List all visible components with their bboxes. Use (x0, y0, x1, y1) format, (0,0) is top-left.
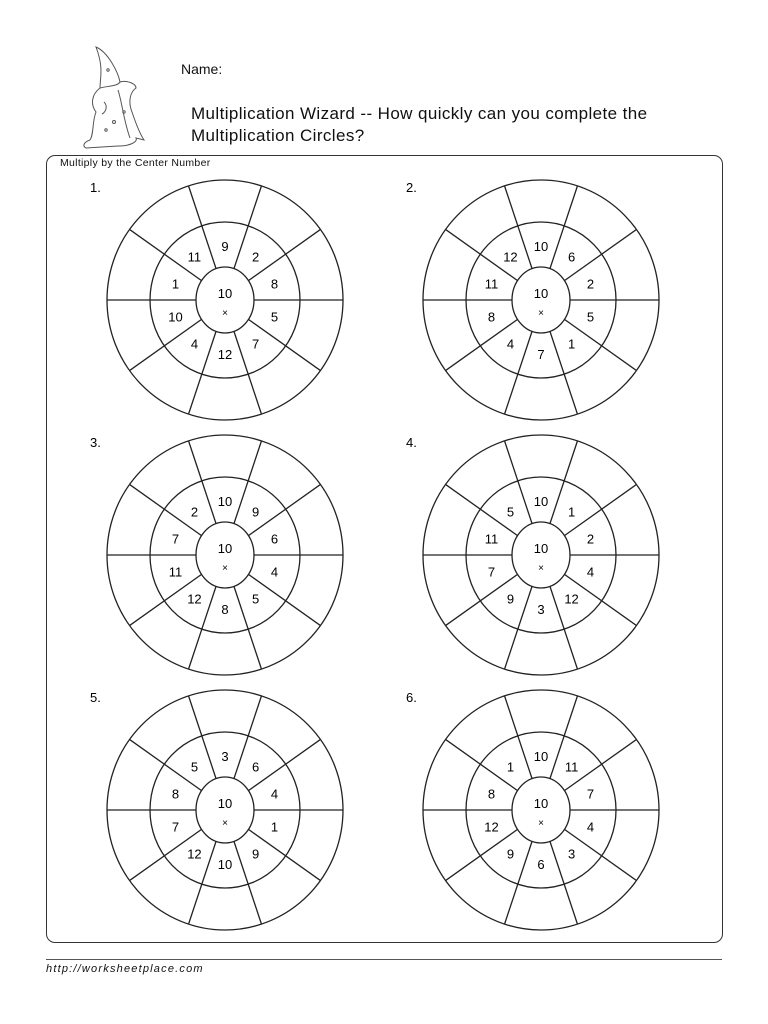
multiply-sign: × (222, 308, 228, 319)
ring-number: 4 (270, 564, 279, 580)
ring-number: 12 (187, 591, 202, 607)
ring-number: 1 (567, 336, 576, 352)
ring-number: 3 (221, 749, 229, 764)
ring-number: 6 (270, 531, 279, 547)
multiply-sign: × (538, 563, 544, 574)
problem-number: 3. (90, 435, 101, 450)
ring-number: 9 (506, 846, 515, 862)
ring-number: 12 (484, 819, 499, 835)
spoke (564, 829, 636, 880)
problem-number: 5. (90, 690, 101, 705)
ring-number: 7 (537, 347, 545, 362)
ring-number: 2 (190, 504, 199, 520)
ring-number: 4 (506, 336, 515, 352)
ring-number: 9 (506, 591, 515, 607)
multiply-sign: × (538, 818, 544, 829)
ring-number: 3 (567, 846, 576, 862)
spoke (564, 484, 636, 535)
ring-number: 5 (586, 309, 595, 325)
spoke (564, 229, 636, 280)
ring-number: 9 (251, 504, 260, 520)
spoke (564, 319, 636, 370)
ring-number: 6 (567, 249, 576, 265)
ring-number: 12 (217, 347, 233, 362)
ring-number: 2 (586, 531, 595, 547)
ring-number: 5 (251, 591, 260, 607)
ring-number: 10 (217, 494, 233, 509)
ring-number: 10 (533, 239, 549, 254)
multiply-sign: × (222, 818, 228, 829)
ring-number: 1 (171, 276, 180, 292)
problem-5 (90, 690, 343, 930)
ring-number: 5 (270, 309, 279, 325)
ring-number: 10 (533, 749, 549, 764)
ring-number: 4 (586, 819, 595, 835)
center-number: 10 (533, 796, 549, 811)
ring-number: 1 (506, 759, 515, 775)
ring-number: 7 (586, 786, 595, 802)
problem-number: 4. (406, 435, 417, 450)
ring-number: 11 (484, 531, 499, 547)
ring-number: 5 (190, 759, 199, 775)
multiply-sign: × (538, 308, 544, 319)
ring-number: 11 (484, 276, 499, 292)
problem-number: 6. (406, 690, 417, 705)
problem-2 (406, 180, 659, 420)
ring-number: 7 (171, 819, 180, 835)
ring-number: 2 (586, 276, 595, 292)
spoke (248, 484, 320, 535)
problem-number: 2. (406, 180, 417, 195)
spoke (248, 229, 320, 280)
problem-1 (90, 180, 343, 420)
ring-number: 11 (168, 564, 183, 580)
ring-number: 7 (487, 564, 496, 580)
ring-number: 1 (270, 819, 279, 835)
title-line-2: Multiplication Circles? (191, 126, 365, 145)
ring-number: 12 (187, 846, 202, 862)
ring-number: 8 (487, 786, 496, 802)
ring-number: 7 (251, 336, 260, 352)
ring-number: 4 (270, 786, 279, 802)
spoke (248, 829, 320, 880)
center-number: 10 (533, 541, 549, 556)
ring-number: 6 (537, 857, 545, 872)
ring-number: 12 (503, 249, 518, 265)
spoke (248, 739, 320, 790)
ring-number: 4 (190, 336, 199, 352)
title-line-1: Multiplication Wizard -- How quickly can you complete the (191, 104, 648, 123)
center-number: 10 (217, 286, 233, 301)
ring-number: 3 (537, 602, 545, 617)
problem-number: 1. (90, 180, 101, 195)
spoke (248, 574, 320, 625)
ring-number: 10 (217, 857, 233, 872)
problem-6 (406, 690, 659, 930)
ring-number: 5 (506, 504, 515, 520)
ring-number: 9 (221, 239, 229, 254)
ring-number: 2 (251, 249, 260, 265)
ring-number: 1 (567, 504, 576, 520)
ring-number: 8 (487, 309, 496, 325)
footer-url: http://worksheetplace.com (46, 963, 204, 975)
ring-number: 11 (564, 759, 579, 775)
center-number: 10 (217, 796, 233, 811)
instructions: Multiply by the Center Number (60, 157, 211, 169)
multiply-sign: × (222, 563, 228, 574)
ring-number: 8 (221, 602, 229, 617)
name-label: Name: (181, 61, 223, 77)
ring-number: 10 (168, 309, 183, 325)
spoke (248, 319, 320, 370)
ring-number: 6 (251, 759, 260, 775)
ring-number: 4 (586, 564, 595, 580)
ring-number: 10 (533, 494, 549, 509)
ring-number: 11 (187, 249, 202, 265)
problem-3 (90, 435, 343, 675)
ring-number: 8 (171, 786, 180, 802)
ring-number: 9 (251, 846, 260, 862)
center-number: 10 (533, 286, 549, 301)
ring-number: 12 (564, 591, 579, 607)
ring-number: 7 (171, 531, 180, 547)
footer-divider (46, 959, 722, 960)
problem-4 (406, 435, 659, 675)
center-number: 10 (217, 541, 233, 556)
ring-number: 8 (270, 276, 279, 292)
